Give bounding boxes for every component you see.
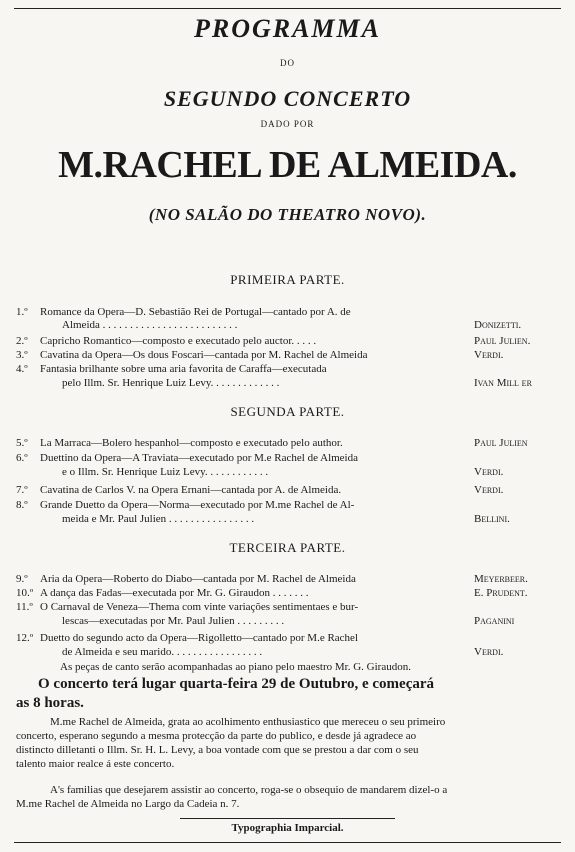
concert-subtitle: SEGUNDO CONCERTO	[163, 86, 412, 111]
printer-credit: Typographia Imparcial.	[231, 822, 344, 834]
top-rule	[14, 8, 561, 9]
concert-program: PROGRAMMA DO SEGUNDO CONCERTO DADO POR M.RACHEL DE ALMEIDA. (NO SALÃO DO THEATRO NOVO). PRIMEIRA PARTE. 1.º Romance da Opera—D. Sebastião Rei de Portugal—cantado por A. de Almeida . . . . . . . . . . . . . . . . . . . . . . . . . Donizetti. 2.º Capricho Romantico—composto e executado pelo auctor. . . . . Paul Julien. 3.º Cavatina da Opera—Os dous Foscari—cantada por M. Rachel de Almeida Verdi. 4.º Fantasia brilhante sobre uma aria favorita de Caraffa—executada pelo Illm. Sr. Henrique Luiz Levy. . . . . . . . . . . . . Ivan Mill er SEGUNDA PARTE. 5.º La Marraca—Bolero hespanhol—composto e executado pelo author. Paul Julien 6.º Duettino da Opera—A Traviata—executado por M.e Rachel de Almeida e o Illm. Sr. Henrique Luiz Levy. . . . . . . . . . . . Verdi. 7.º Cavatina de Carlos V. na Opera Ernani—cantada por A. de Almeida. Verdi. 8.º Grande Duetto da Opera—Norma—executado por M.me Rachel de Al- meida e Mr. Paul Julien . . . . . . . . . . . . . . . . Bellini. TERCEIRA PARTE. 9.º Aria da Opera—Roberto do Diabo—cantada por M. Rachel de Almeida Meyerbeer. 10.º A dança das Fadas—executada por Mr. G. Giraudon . . . . . . . E. Prudent. 11.º O Carnaval de Veneza—Thema com vinte variações sentimentaes e bur- lescas—executadas por Mr. Paul Julien . . . . . . . . . Paganini 12.º Duetto do segundo acto da Opera—Rigolletto—cantado por M.e Rachel de Almeida e seu marido. . . . . . . . . . . . . . . . . Verdi. As peças de canto serão acompanhadas ao piano pelo maestro Mr. G. Giraudon. O concerto terá lugar quarta-feira 29 de Outubro, e começará as 8 horas. M.me Rachel de Almeida, grata ao acolhimento enthusiastico que mereceu o seu primeiro concerto, esperano segundo a mesma protecção da parte do publico, e desde já agradece ao distincto dilletanti o Illm. Sr. H. L. Levy, a boa vontade com que se prestou a dar com o seu talento maior realce á este concerto. A's familias que desejarem assistir ao concerto, roga-se o obsequio de mandarem dizel-o a M.me Rachel de Almeida no Largo da Cadeia n. 7. Typographia Imparcial.	[0, 0, 575, 852]
piano-note: As peças de canto serão acompanhadas ao piano pelo maestro Mr. G. Giraudon.	[60, 661, 411, 673]
venue: (NO SALÃO DO THEATRO NOVO).	[148, 205, 427, 224]
concert-time: as 8 horas.	[16, 695, 84, 711]
part-heading-1: PRIMEIRA PARTE.	[230, 272, 345, 287]
families-line: M.me Rachel de Almeida no Largo da Cadeia n. 7.	[16, 798, 240, 810]
program-title: PROGRAMMA	[193, 14, 382, 43]
thanks-line: talento maior realce á este concerto.	[16, 758, 175, 770]
families-line: A's familias que desejarem assistir ao concerto, roga-se o obsequio de mandarem dizel-o a	[50, 784, 448, 796]
dado-label: DADO POR	[260, 119, 315, 129]
part-heading-2: SEGUNDA PARTE.	[230, 404, 345, 419]
part-heading-3: TERCEIRA PARTE.	[229, 540, 346, 555]
bottom-rule	[14, 842, 561, 843]
thanks-line: concerto, esperano segundo a mesma protecção da parte do publico, e desde já agradece ao	[16, 730, 417, 742]
thanks-line: M.me Rachel de Almeida, grata ao acolhimento enthusiastico que mereceu o seu primeiro	[50, 716, 446, 728]
artist-name: M.RACHEL DE ALMEIDA.	[58, 144, 517, 186]
footer-rule	[180, 818, 395, 819]
concert-date: O concerto terá lugar quarta-feira 29 de Outubro, e começará	[38, 676, 435, 692]
thanks-line: distincto dilletanti o Illm. Sr. H. L. Levy, a boa vontade com que se prestou a dar com o seu	[16, 744, 419, 756]
do-label: DO	[280, 58, 295, 68]
